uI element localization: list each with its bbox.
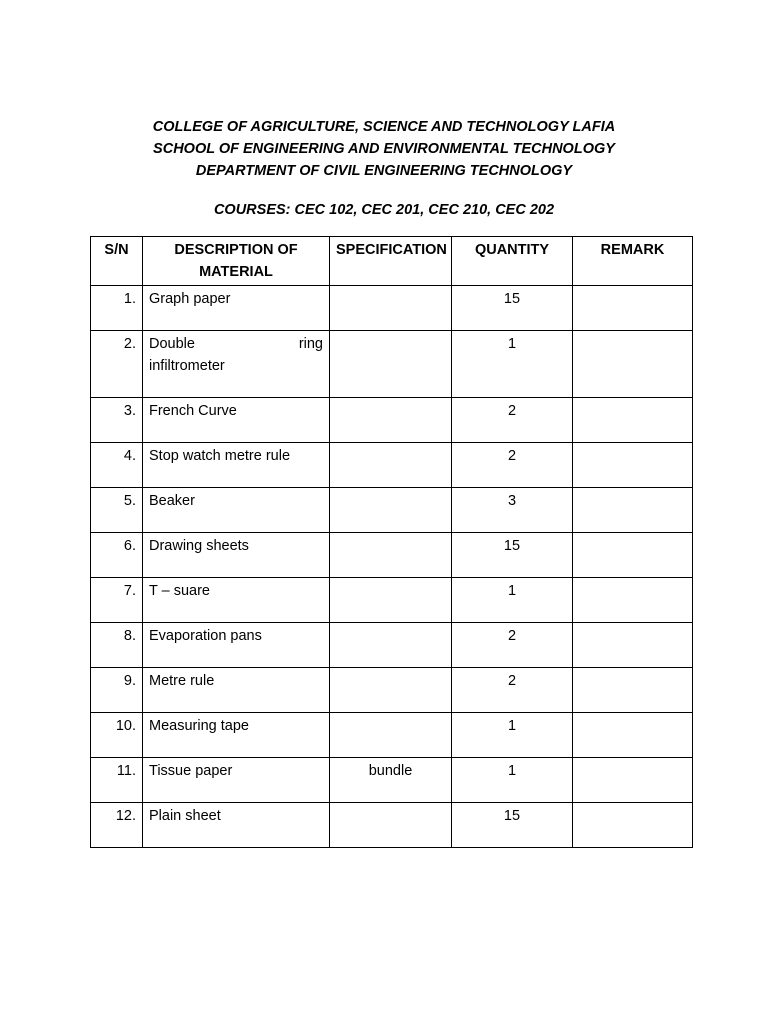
college-name: COLLEGE OF AGRICULTURE, SCIENCE AND TECHNOLOGY LAFIA xyxy=(152,119,616,135)
cell-remark xyxy=(573,758,693,803)
cell-specification xyxy=(330,713,452,758)
cell-specification xyxy=(330,443,452,488)
table-row xyxy=(91,398,693,443)
table-header-row xyxy=(91,237,693,286)
cell-sn: 6. xyxy=(91,533,143,578)
cell-sn: 5. xyxy=(91,488,143,533)
cell-specification xyxy=(330,533,452,578)
cell-quantity: 1 xyxy=(452,758,573,803)
cell-specification xyxy=(330,578,452,623)
cell-quantity: 3 xyxy=(452,488,573,533)
cell-description xyxy=(143,331,330,398)
cell-remark xyxy=(573,713,693,758)
cell-sn: 12. xyxy=(91,803,143,848)
column-header-description: DESCRIPTION OF MATERIAL xyxy=(143,237,330,286)
cell-quantity: 2 xyxy=(452,668,573,713)
cell-description: Metre rule xyxy=(143,668,330,713)
table-row xyxy=(91,758,693,803)
table-row xyxy=(91,623,693,668)
table-row xyxy=(91,488,693,533)
cell-specification xyxy=(330,286,452,331)
cell-sn: 11. xyxy=(91,758,143,803)
cell-specification xyxy=(330,668,452,713)
cell-sn: 8. xyxy=(91,623,143,668)
cell-description: T – suare xyxy=(143,578,330,623)
department-name: DEPARTMENT OF CIVIL ENGINEERING TECHNOLOGY xyxy=(195,163,573,179)
cell-sn: 2. xyxy=(91,331,143,398)
cell-quantity: 15 xyxy=(452,533,573,578)
school-name: SCHOOL OF ENGINEERING AND ENVIRONMENTAL TECHNOLOGY xyxy=(153,141,615,157)
cell-specification: bundle xyxy=(330,758,452,803)
description-word: ring xyxy=(298,336,323,352)
table-row xyxy=(91,286,693,331)
description-word: Double xyxy=(149,336,195,352)
cell-quantity: 2 xyxy=(452,443,573,488)
cell-description: Beaker xyxy=(143,488,330,533)
cell-remark xyxy=(573,398,693,443)
cell-quantity: 1 xyxy=(452,713,573,758)
cell-remark xyxy=(573,286,693,331)
cell-remark xyxy=(573,578,693,623)
cell-specification xyxy=(330,398,452,443)
cell-description: Tissue paper xyxy=(143,758,330,803)
table-row xyxy=(91,578,693,623)
cell-remark xyxy=(573,331,693,398)
cell-remark xyxy=(573,443,693,488)
cell-description: Graph paper xyxy=(143,286,330,331)
cell-quantity: 1 xyxy=(452,331,573,398)
cell-description: Evaporation pans xyxy=(143,623,330,668)
column-header-remark: REMARK xyxy=(573,237,693,286)
cell-sn: 1. xyxy=(91,286,143,331)
cell-sn: 10. xyxy=(91,713,143,758)
cell-specification xyxy=(330,623,452,668)
cell-description: Drawing sheets xyxy=(143,533,330,578)
cell-description: Measuring tape xyxy=(143,713,330,758)
table-row xyxy=(91,668,693,713)
column-header-quantity: QUANTITY xyxy=(452,237,573,286)
table-row xyxy=(91,331,693,398)
courses-line: COURSES: CEC 102, CEC 201, CEC 210, CEC 202 xyxy=(213,202,555,218)
cell-sn: 7. xyxy=(91,578,143,623)
table-row xyxy=(91,443,693,488)
cell-specification xyxy=(330,488,452,533)
cell-sn: 3. xyxy=(91,398,143,443)
cell-remark xyxy=(573,803,693,848)
cell-remark xyxy=(573,533,693,578)
cell-specification xyxy=(330,803,452,848)
description-second-line: infiltrometer xyxy=(149,358,225,374)
description-first-line xyxy=(149,333,323,355)
cell-sn: 4. xyxy=(91,443,143,488)
table-row xyxy=(91,803,693,848)
cell-description: Plain sheet xyxy=(143,803,330,848)
cell-quantity: 2 xyxy=(452,623,573,668)
cell-quantity: 15 xyxy=(452,286,573,331)
cell-quantity: 15 xyxy=(452,803,573,848)
materials-table xyxy=(90,236,693,848)
cell-specification xyxy=(330,331,452,398)
column-header-sn: S/N xyxy=(91,237,143,286)
cell-quantity: 1 xyxy=(452,578,573,623)
table-row xyxy=(91,533,693,578)
cell-sn: 9. xyxy=(91,668,143,713)
cell-quantity: 2 xyxy=(452,398,573,443)
table-row xyxy=(91,713,693,758)
cell-description: French Curve xyxy=(143,398,330,443)
column-header-specification: SPECIFICATION xyxy=(330,237,452,286)
cell-description: Stop watch metre rule xyxy=(143,443,330,488)
cell-remark xyxy=(573,488,693,533)
cell-remark xyxy=(573,668,693,713)
cell-remark xyxy=(573,623,693,668)
document-header xyxy=(0,116,768,182)
